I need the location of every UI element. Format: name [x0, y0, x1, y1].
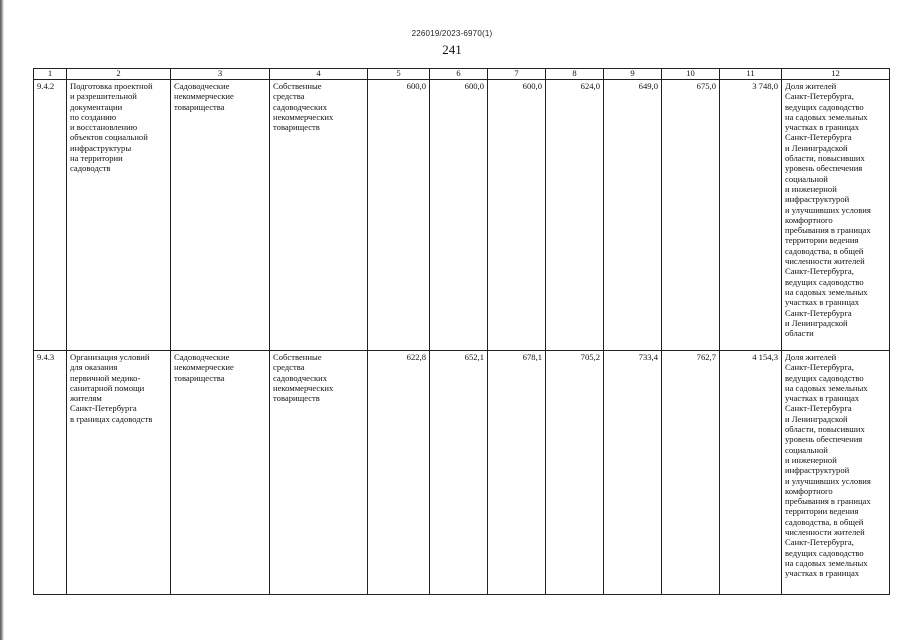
funding-source: Собственные средства садоводческих некоммерческих товариществ [270, 351, 368, 595]
table-row [34, 351, 890, 595]
header-cell-1: 1 [34, 69, 67, 80]
value-col-7: 678,1 [488, 351, 546, 595]
value-col-9: 649,0 [604, 80, 662, 351]
value-col-6: 652,1 [430, 351, 488, 595]
header-cell-10: 10 [662, 69, 720, 80]
header-row [34, 69, 890, 80]
measure-name: Подготовка проектной и разрешительной документации по созданию и восстановлению объектов социальной инфраструктуры на территории садоводств [67, 80, 171, 351]
expected-result: Доля жителей Санкт-Петербурга, ведущих садоводство на садовых земельных участках в границах Санкт-Петербурга и Ленинградской области, повысивших уровень обеспечения социальной и инженерной инфраструктурой и улучшивших условия комфортного пребывания в границах территории ведения садоводства, в общей численности жителей Санкт-Петербурга, ведущих садоводство на садовых земельных участках в границах [782, 351, 890, 595]
page-number: 241 [442, 42, 462, 57]
total-value: 3 748,0 [720, 80, 782, 351]
value-col-5: 600,0 [368, 80, 430, 351]
header-cell-8: 8 [546, 69, 604, 80]
program-table [33, 68, 890, 595]
scan-edge [0, 0, 4, 640]
measure-name: Организация условий для оказания первичной медико- санитарной помощи жителям Санкт-Петербурга в границах садоводств [67, 351, 171, 595]
document-id: 226019/2023-6970(1) [411, 29, 493, 38]
value-col-8: 624,0 [546, 80, 604, 351]
header-cell-7: 7 [488, 69, 546, 80]
table-row [34, 80, 890, 351]
value-col-7: 600,0 [488, 80, 546, 351]
header-cell-12: 12 [782, 69, 890, 80]
row-code: 9.4.2 [34, 80, 67, 351]
value-col-10: 675,0 [662, 80, 720, 351]
funding-source: Собственные средства садоводческих некоммерческих товариществ [270, 80, 368, 351]
executor: Садоводческие некоммерческие товарищества [171, 80, 270, 351]
header-cell-6: 6 [430, 69, 488, 80]
total-value: 4 154,3 [720, 351, 782, 595]
value-col-9: 733,4 [604, 351, 662, 595]
value-col-8: 705,2 [546, 351, 604, 595]
value-col-10: 762,7 [662, 351, 720, 595]
value-col-6: 600,0 [430, 80, 488, 351]
row-code: 9.4.3 [34, 351, 67, 595]
header-cell-4: 4 [270, 69, 368, 80]
expected-result: Доля жителей Санкт-Петербурга, ведущих садоводство на садовых земельных участках в границах Санкт-Петербурга и Ленинградской области, повысивших уровень обеспечения социальной и инженерной инфраструктурой и улучшивших условия комфортного пребывания в границах территории ведения садоводства, в общей численности жителей Санкт-Петербурга, ведущих садоводство на садовых земельных участках в границах Санкт-Петербурга и Ленинградской области [782, 80, 890, 351]
header-cell-9: 9 [604, 69, 662, 80]
header-cell-2: 2 [67, 69, 171, 80]
header-cell-11: 11 [720, 69, 782, 80]
executor: Садоводческие некоммерческие товарищества [171, 351, 270, 595]
header-cell-5: 5 [368, 69, 430, 80]
value-col-5: 622,8 [368, 351, 430, 595]
header-cell-3: 3 [171, 69, 270, 80]
